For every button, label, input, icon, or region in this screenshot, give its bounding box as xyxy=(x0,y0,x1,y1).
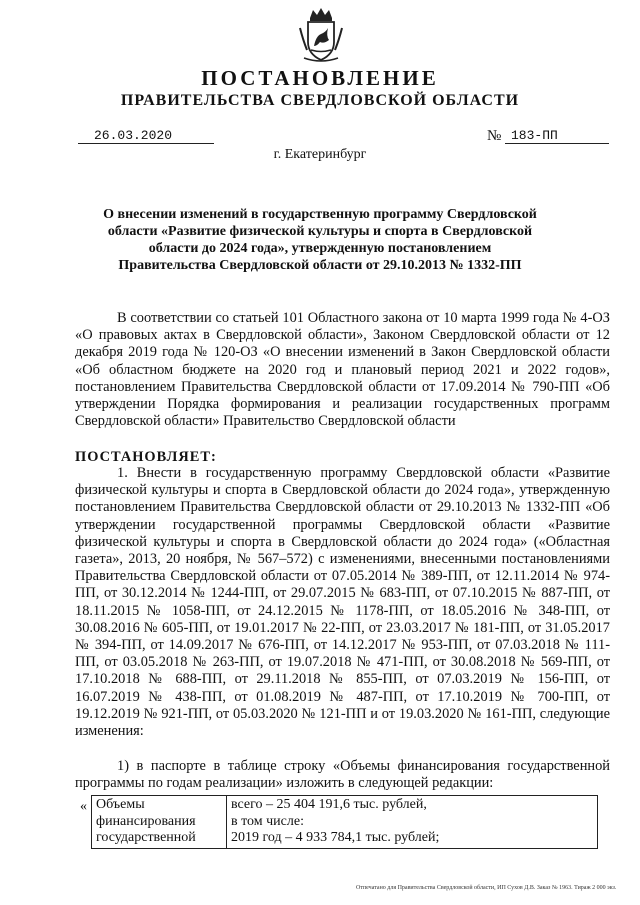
document-heading: О внесении изменений в государственную программу Свердловской области «Развитие физической культуры и спорта в Свердловской области до 2024 года», утвержденную постановлением Правительства Свердловской области от 29.10.2013 № 1332-ПП xyxy=(103,207,537,273)
financing-including: в том числе: xyxy=(231,813,304,829)
document-number: 183-ПП xyxy=(505,128,609,144)
postanovlyaet-label: ПОСТАНОВЛЯЕТ: xyxy=(75,449,217,465)
financing-table xyxy=(91,795,598,849)
financing-label-cell: Объемы финансирования государственной xyxy=(92,796,227,849)
opening-quote: « xyxy=(80,799,87,814)
financing-values-cell xyxy=(227,796,598,849)
paragraph-preamble: В соответствии со статьей 101 Областного закона от 10 марта 1999 года № 4-ОЗ «О правовых актах в Свердловской области», Законом Свердловской области от 12 декабря 2019 года № 120-ОЗ «О внесении изменений в Закон Свердловской области «Об областном бюджете на 2020 год и плановый период 2021 и 2022 годов», постановлением Правительства Свердловской области от 17.09.2014 № 790-ПП «Об утверждении Порядка формирования и реализации государственных программ Свердловской области» Правительство Свердловской области xyxy=(75,310,610,430)
number-label: № xyxy=(487,128,502,144)
print-footer: Отпечатано для Правительства Свердловской области, ИП Сухов Д.В. Заказ № 1963. Тираж 2 000 экз. xyxy=(356,885,617,891)
document-date: 26.03.2020 xyxy=(78,128,214,144)
table-row xyxy=(92,796,598,849)
document-city: г. Екатеринбург xyxy=(273,147,367,162)
document-title: ПОСТАНОВЛЕНИЕ xyxy=(201,66,439,90)
document-subtitle: ПРАВИТЕЛЬСТВА СВЕРДЛОВСКОЙ ОБЛАСТИ xyxy=(120,92,520,109)
paragraph-subitem-1: 1) в паспорте в таблице строку «Объемы финансирования государственной программы по годам реализации» изложить в следующей редакции: xyxy=(75,758,610,792)
financing-total: всего – 25 404 191,6 тыс. рублей, xyxy=(231,797,427,812)
paragraph-item-1: 1. Внести в государственную программу Свердловской области «Развитие физической культуры и спорта в Свердловской области до 2024 года», утвержденную постановлением Правительства Свердловской области от 29.10.2013 № 1332-ПП «Об утверждении государственной программы Свердловской области «Развитие физической культуры и спорта в Свердловской области до 2024 года» («Областная газета», 2013, 20 ноября, № 567–572) с изменениями, внесенными постановлениями Правительства Свердловской области от 07.05.2014 № 389-ПП, от 12.11.2014 № 974-ПП, от 30.12.2014 № 1244-ПП, от 29.07.2015 № 683-ПП, от 07.10.2015 № 887-ПП, от 18.11.2015 № 1058-ПП, от 24.12.2015 № 1178-ПП, от 18.05.2016 № 348-ПП, от 30.08.2016 № 605-ПП, от 19.01.2017 № 22-ПП, от 23.03.2017 № 181-ПП, от 31.05.2017 № 394-ПП, от 14.09.2017 № 676-ПП, от 14.12.2017 № 953-ПП, от 07.03.2018 № 111-ПП, от 03.05.2018 № 263-ПП, от 19.07.2018 № 471-ПП, от 30.08.2018 № 569-ПП, от 17.10.2018 № 688-ПП, от 29.11.2018 № 855-ПП, от 07.03.2019 № 156-ПП, от 16.07.2019 № 438-ПП, от 01.08.2019 № 487-ПП, от 17.10.2019 № 700-ПП, от 19.12.2019 № 921-ПП, от 05.03.2020 № 121-ПП и от 19.03.2020 № 161-ПП, следующие изменения: xyxy=(75,465,610,740)
financing-2019: 2019 год – 4 933 784,1 тыс. рублей; xyxy=(231,830,440,845)
sverdlovsk-coat-of-arms-icon xyxy=(296,6,346,64)
